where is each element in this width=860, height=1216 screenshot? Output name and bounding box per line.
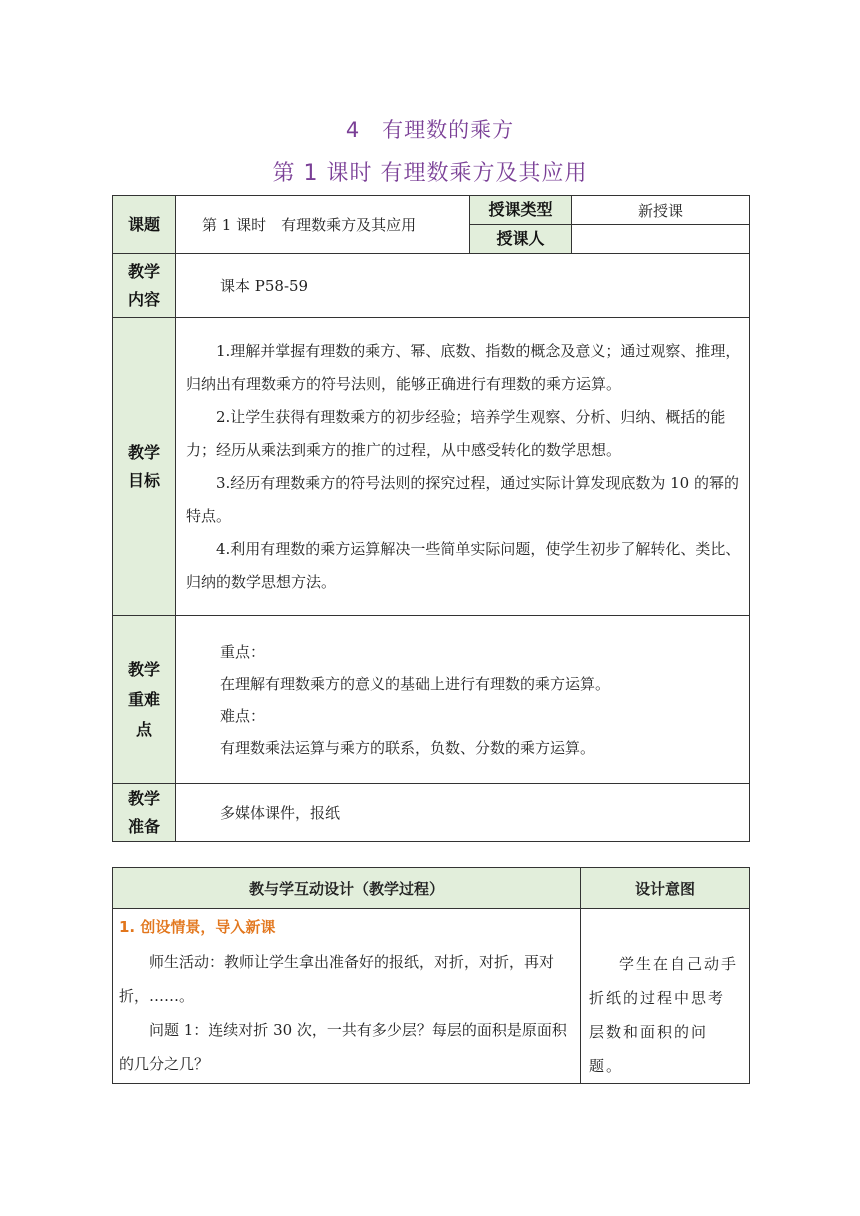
type-label: 授课类型 [470,196,572,225]
goal-item: 2.让学生获得有理数乘方的初步经验；培养学生观察、分析、归纳、概括的能力；经历从乘法到乘方的推广的过程，从中感受转化的数学思想。 [186,407,726,459]
prep-label: 教学准备 [113,784,176,842]
key-cell [176,616,750,784]
key-points: 在理解有理数乘方的意义的基础上进行有理数的乘方运算。 [220,674,611,693]
page-subtitle: 第 1 课时 有理数乘方及其应用 [272,161,588,186]
process-cell [113,909,581,1084]
content-label: 教学内容 [113,254,176,318]
topic-label: 课题 [113,196,176,254]
goals-cell [176,318,750,616]
page-title: 4 有理数的乘方 [345,118,515,142]
lesson-info-table [112,195,750,842]
intent-cell: 学生在自己动手折纸的过程中思考层数和面积的问题。 [581,909,750,1084]
goals-label: 教学目标 [113,318,176,616]
intent-header: 设计意图 [581,868,750,909]
goal-item: 4.利用有理数的乘方运算解决一些简单实际问题，使学生初步了解转化、类比、归纳的数学思想方法。 [186,539,741,591]
process-table [112,867,750,1084]
process-paragraph: 师生活动：教师让学生拿出准备好的报纸，对折，对折，再对折，……。 [119,953,555,1005]
process-paragraph: 问题 1：连续对折 30 次，一共有多少层？每层的面积是原面积的几分之几？ [119,1021,567,1073]
difficult-points: 有理数乘法运算与乘方的联系，负数、分数的乘方运算。 [220,738,596,757]
teacher-value [572,225,750,254]
key-label: 教学重难点 [113,616,176,784]
type-value: 新授课 [572,196,750,225]
goal-item: 1.理解并掌握有理数的乘方、幂、底数、指数的概念及意义；通过观察、推理，归纳出有理数乘方的符号法则，能够正确进行有理数的乘方运算。 [186,341,741,393]
topic-value: 第 1 课时 有理数乘方及其应用 [176,196,470,254]
process-header: 教与学互动设计（教学过程） [113,868,581,909]
section-title: 1. 创设情景，导入新课 [119,918,276,936]
goal-item: 3.经历有理数乘方的符号法则的探究过程，通过实际计算发现底数为 10 的幂的特点。 [186,473,739,525]
teacher-label: 授课人 [470,225,572,254]
key-points-title: 重点： [220,642,266,661]
content-value: 课本 P58-59 [176,254,750,318]
prep-value: 多媒体课件，报纸 [176,784,750,842]
difficult-title: 难点： [220,706,266,725]
